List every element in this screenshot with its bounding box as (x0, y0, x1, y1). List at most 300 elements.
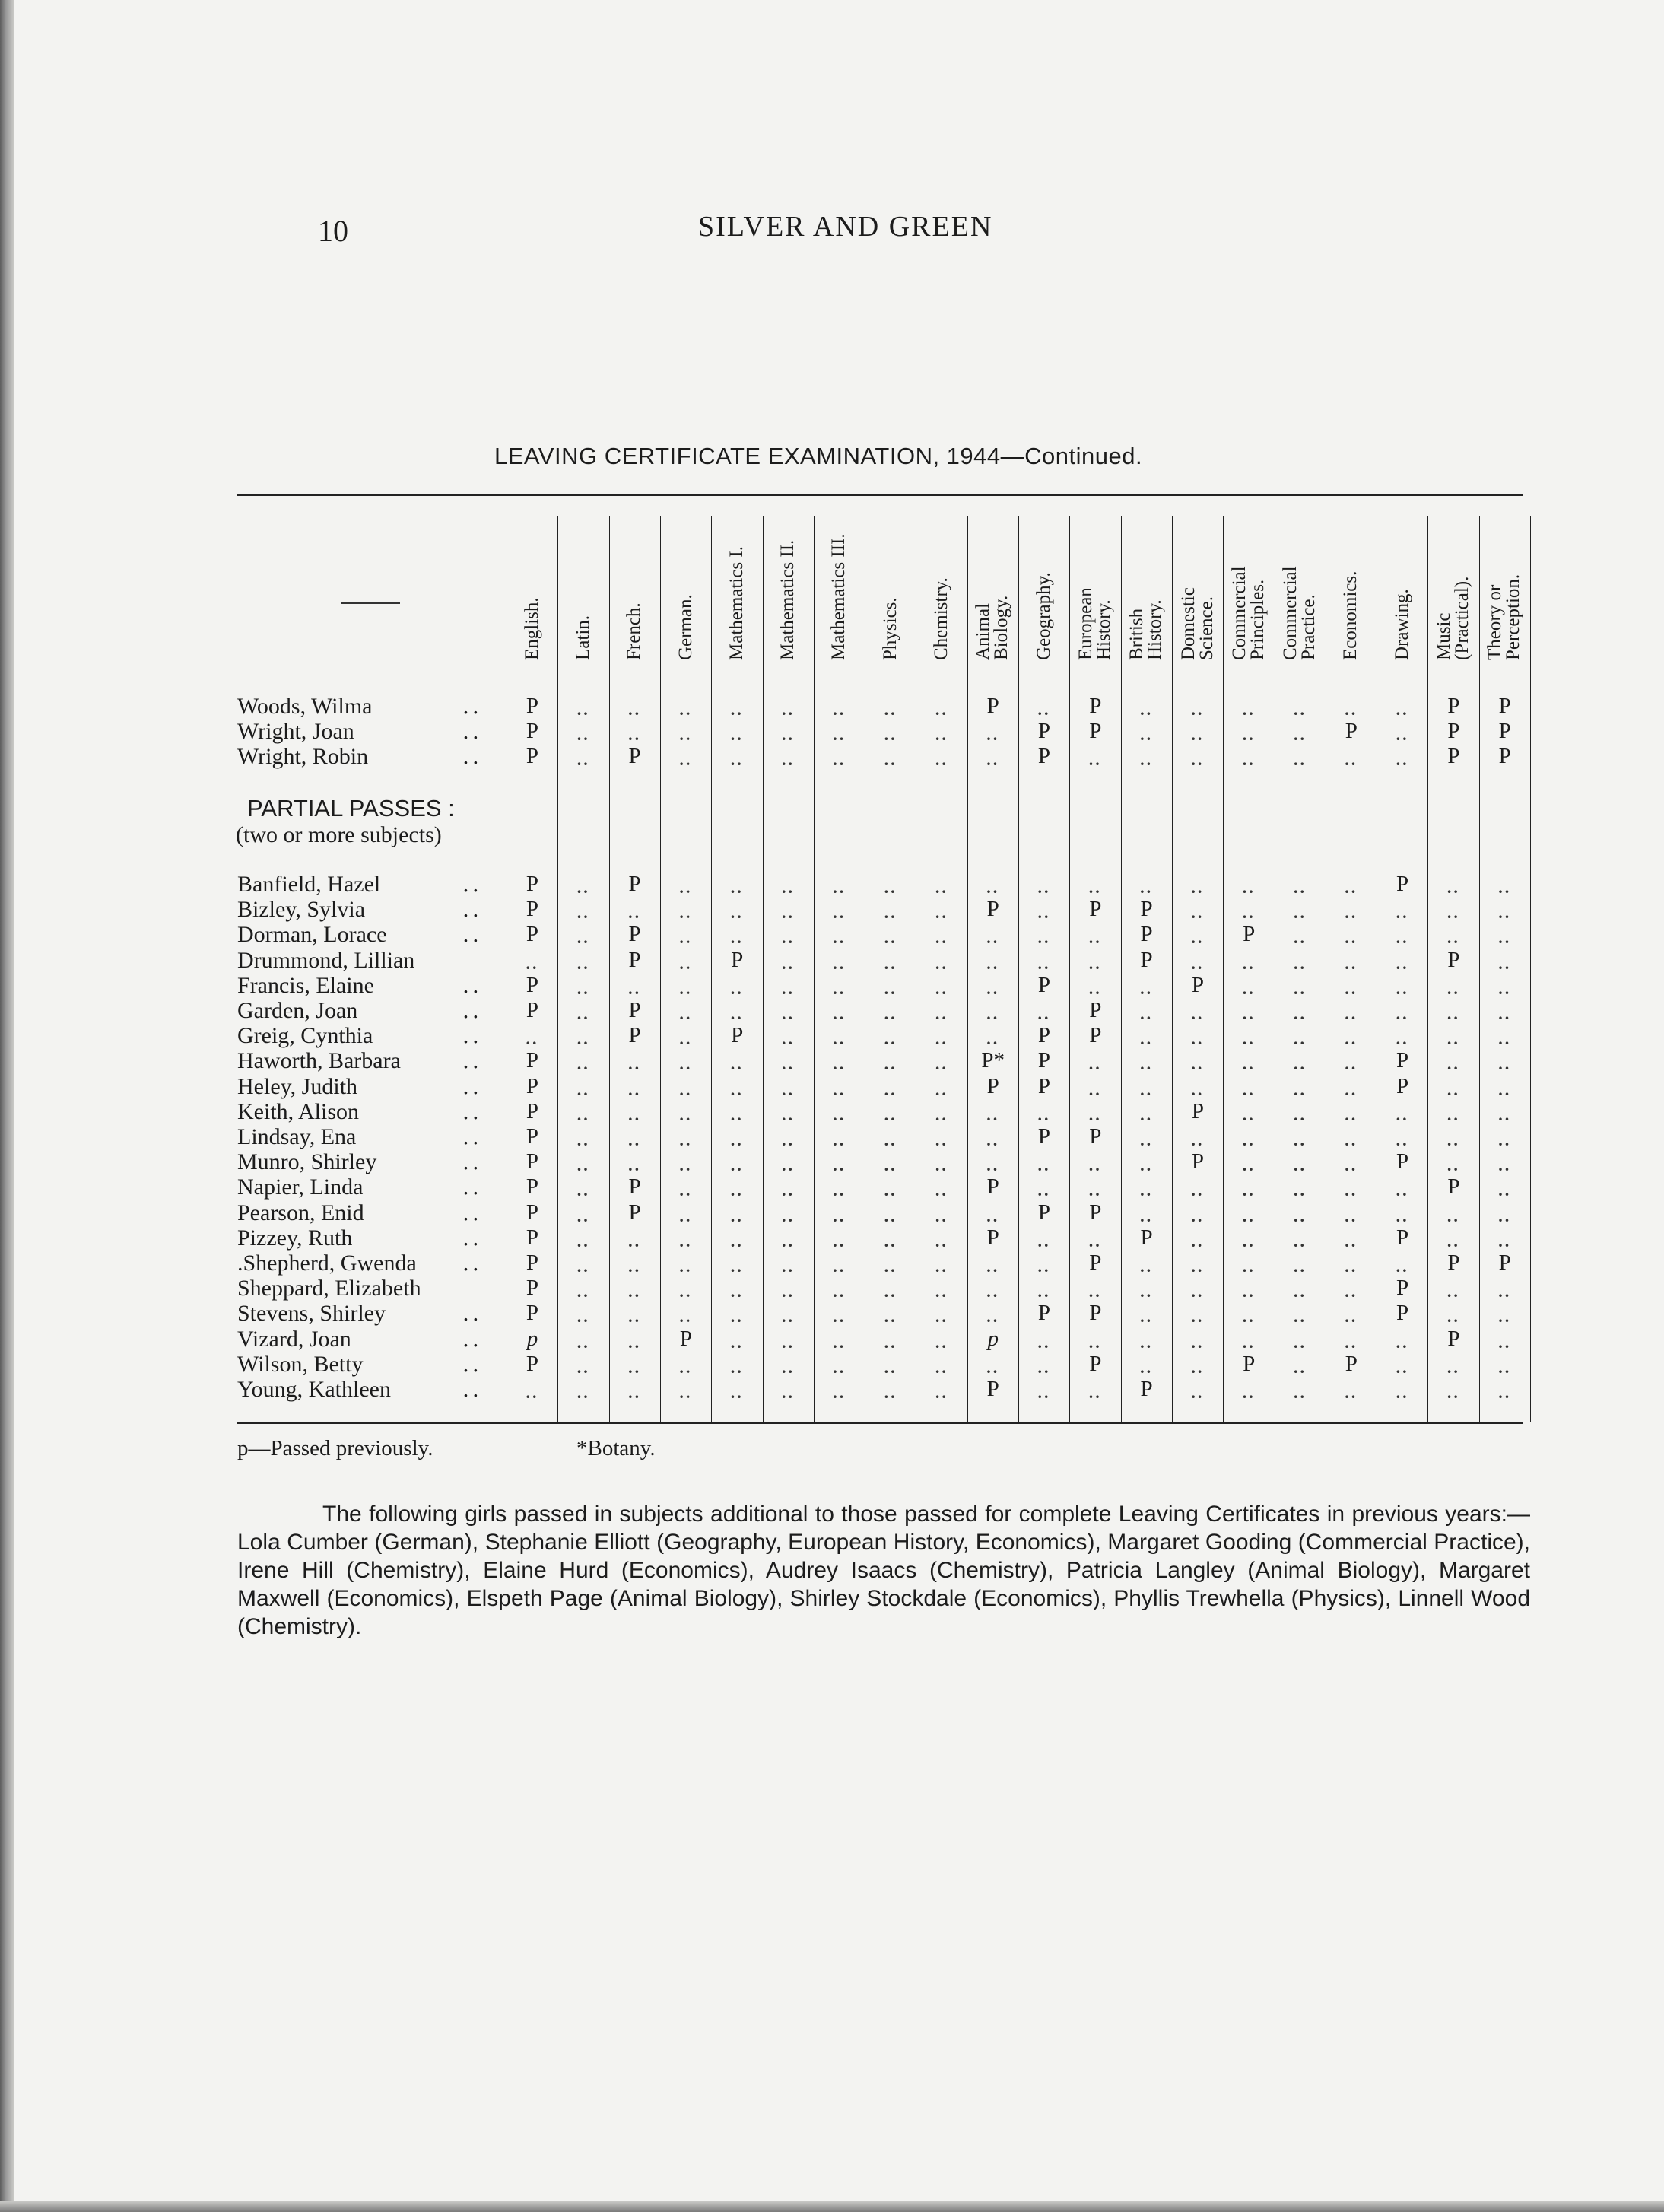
result-cell: .. (1345, 1307, 1358, 1327)
result-cell: .. (1140, 1079, 1154, 1099)
result-cell: P (1089, 897, 1102, 922)
result-cell: .. (1345, 1257, 1358, 1276)
result-cell: .. (1037, 928, 1051, 948)
result-cell: .. (1396, 1357, 1409, 1377)
result-cell: .. (782, 1079, 795, 1099)
column-header (1342, 432, 1360, 660)
result-cell: .. (1396, 700, 1409, 719)
result-cell: .. (1140, 1257, 1154, 1276)
result-cell: .. (1396, 928, 1409, 948)
result-cell: .. (1446, 1054, 1460, 1074)
result-cell: .. (576, 1079, 590, 1099)
result-cell: .. (782, 1332, 795, 1352)
result-cell: .. (1242, 725, 1256, 745)
leader-dots: .. (462, 872, 482, 897)
result-cell: P (1037, 719, 1051, 744)
partial-pass-student-name: Munro, Shirley (237, 1149, 377, 1175)
result-cell: .. (782, 1054, 795, 1074)
footnote-botany: *Botany. (576, 1436, 656, 1460)
partial-pass-student-name: Young, Kathleen (237, 1377, 391, 1402)
result-cell: .. (1242, 1257, 1256, 1276)
result-cell: .. (782, 1282, 795, 1301)
result-cell: P (731, 947, 744, 972)
column-divider (1172, 516, 1173, 1422)
result-cell: .. (679, 978, 693, 998)
result-cell: .. (1037, 1383, 1051, 1402)
result-cell: .. (833, 1231, 846, 1251)
result-cell: .. (730, 1231, 744, 1251)
partial-pass-student-name: Pizzey, Ruth (237, 1225, 353, 1251)
result-cell: .. (730, 1257, 744, 1276)
result-cell: .. (1498, 928, 1512, 948)
result-cell: .. (1140, 1357, 1154, 1377)
result-cell: .. (1294, 725, 1307, 745)
result-cell: .. (884, 1004, 897, 1023)
result-cell: .. (1446, 1079, 1460, 1099)
result-cell: .. (1242, 1004, 1256, 1023)
result-cell: .. (1498, 1383, 1512, 1402)
result-cell: P (1089, 1124, 1102, 1149)
result-cell: .. (1446, 1357, 1460, 1377)
result-cell: .. (782, 1104, 795, 1124)
result-cell: .. (935, 953, 948, 973)
leader-dots: .. (462, 1326, 482, 1352)
result-cell: .. (730, 1307, 744, 1327)
result-cell: .. (628, 1155, 642, 1175)
result-cell: .. (730, 978, 744, 998)
result-cell: .. (1140, 1004, 1154, 1023)
result-cell: .. (1345, 750, 1358, 770)
result-cell: .. (576, 953, 590, 973)
result-cell: .. (1140, 1181, 1154, 1200)
result-cell: P (526, 1351, 539, 1376)
result-cell: P (1396, 1149, 1409, 1174)
result-cell: .. (730, 1383, 744, 1402)
additional-passes-paragraph (237, 1500, 1530, 1641)
result-cell: .. (1498, 1155, 1512, 1175)
result-cell: .. (576, 750, 590, 770)
result-cell: .. (1345, 1231, 1358, 1251)
result-cell: .. (884, 700, 897, 719)
result-cell: P (628, 872, 641, 896)
result-cell: .. (1294, 1257, 1307, 1276)
partial-pass-student-name: Banfield, Hazel (237, 872, 381, 897)
result-cell: .. (1191, 1332, 1205, 1352)
result-cell: .. (1294, 1181, 1307, 1200)
result-cell: .. (1294, 978, 1307, 998)
result-cell: .. (1294, 1130, 1307, 1149)
result-cell: .. (935, 1029, 948, 1049)
result-cell: .. (1088, 1181, 1102, 1200)
result-cell: .. (1345, 1282, 1358, 1301)
result-cell: .. (782, 978, 795, 998)
result-cell: .. (1088, 953, 1102, 973)
result-cell: .. (1140, 725, 1154, 745)
partial-pass-student-name: Francis, Elaine (237, 972, 374, 998)
result-cell: P (1396, 872, 1409, 896)
result-cell: P (1498, 1251, 1511, 1275)
result-cell: .. (1140, 700, 1154, 719)
result-cell: P (526, 1174, 539, 1200)
result-cell: .. (1191, 1383, 1205, 1402)
result-cell: .. (576, 1181, 590, 1200)
result-cell: .. (884, 1029, 897, 1049)
result-cell: .. (576, 725, 590, 745)
result-cell: .. (576, 978, 590, 998)
result-cell: .. (1191, 1181, 1205, 1200)
result-cell: .. (679, 878, 693, 897)
result-cell: .. (1242, 1079, 1256, 1099)
result-cell: .. (833, 1282, 846, 1301)
result-cell: .. (730, 700, 744, 719)
result-cell: P (1396, 1225, 1409, 1250)
result-cell: .. (730, 878, 744, 897)
result-cell: .. (935, 1383, 948, 1402)
column-header-line: Biology. (991, 595, 1012, 660)
result-cell: .. (1037, 1282, 1051, 1301)
result-cell: .. (1345, 953, 1358, 973)
result-cell: P (1447, 744, 1460, 769)
result-cell: .. (782, 903, 795, 923)
result-cell: .. (1396, 1181, 1409, 1200)
result-cell: .. (730, 725, 744, 745)
result-cell: .. (730, 1357, 744, 1377)
result-cell: .. (1446, 1383, 1460, 1402)
partial-pass-student-name: Stevens, Shirley (237, 1301, 386, 1327)
column-header-line: French. (624, 602, 645, 660)
leader-dots: .. (462, 1225, 482, 1251)
result-cell: .. (1345, 1004, 1358, 1023)
result-cell: .. (1345, 1029, 1358, 1049)
result-cell: .. (679, 953, 693, 973)
result-cell: .. (833, 1054, 846, 1074)
result-cell: P (1140, 1377, 1153, 1401)
result-cell: P (628, 947, 641, 972)
result-cell: .. (1037, 1357, 1051, 1377)
result-cell: .. (935, 1079, 948, 1099)
result-cell: .. (1498, 1332, 1512, 1352)
result-cell: .. (679, 1307, 693, 1327)
result-cell: .. (576, 1332, 590, 1352)
result-cell: .. (1140, 878, 1154, 897)
column-divider (1121, 516, 1122, 1422)
result-cell: P (1037, 1048, 1051, 1073)
result-cell: P (628, 744, 641, 769)
result-cell: .. (833, 1104, 846, 1124)
result-cell: .. (1242, 1206, 1256, 1225)
result-cell: .. (833, 953, 846, 973)
result-cell: .. (1037, 953, 1051, 973)
column-header-line: Commercial (1280, 566, 1301, 660)
column-header (1228, 432, 1268, 660)
result-cell: .. (1191, 953, 1205, 973)
result-cell: .. (628, 978, 642, 998)
leader-dots: .. (462, 1301, 482, 1327)
result-cell: .. (833, 878, 846, 897)
result-cell: P (731, 1023, 744, 1048)
result-cell: .. (1345, 1383, 1358, 1402)
leader-dots: .. (462, 1200, 482, 1225)
result-cell: .. (679, 1004, 693, 1023)
result-cell: .. (679, 1357, 693, 1377)
leader-dots: .. (462, 1251, 482, 1276)
column-header-line: Chemistry. (931, 577, 952, 660)
result-cell: .. (1242, 750, 1256, 770)
result-cell: .. (1446, 1029, 1460, 1049)
column-header (1177, 432, 1217, 660)
result-cell: .. (1242, 1332, 1256, 1352)
page-bottom-edge (0, 2201, 1664, 2212)
result-cell: .. (1345, 1181, 1358, 1200)
result-cell: .. (1191, 1054, 1205, 1074)
result-cell: .. (1498, 1231, 1512, 1251)
column-header-line: Latin. (572, 615, 593, 660)
result-cell: .. (986, 1130, 1000, 1149)
result-cell: .. (1294, 953, 1307, 973)
result-cell: .. (730, 1282, 744, 1301)
column-divider (557, 516, 558, 1422)
partial-passes-subheading: (two or more subjects) (236, 822, 442, 847)
leader-dots: .. (462, 744, 482, 770)
result-cell: .. (833, 700, 846, 719)
result-cell: .. (576, 903, 590, 923)
result-cell: .. (884, 1104, 897, 1124)
result-cell: .. (1294, 1155, 1307, 1175)
result-cell: .. (935, 878, 948, 897)
result-cell: .. (833, 928, 846, 948)
result-cell: .. (1446, 1130, 1460, 1149)
result-cell: .. (576, 1206, 590, 1225)
column-header (1077, 432, 1113, 660)
result-cell: .. (782, 1130, 795, 1149)
result-cell: .. (935, 1282, 948, 1301)
result-cell: .. (986, 1004, 1000, 1023)
result-cell: .. (576, 700, 590, 719)
result-cell: .. (1088, 928, 1102, 948)
result-cell: .. (1088, 878, 1102, 897)
column-header (974, 432, 1011, 660)
column-header-line: (Practical). (1452, 576, 1473, 660)
result-cell: .. (935, 1155, 948, 1175)
partial-passes-heading: PARTIAL PASSES : (247, 795, 455, 822)
result-cell: .. (1446, 903, 1460, 923)
result-cell: .. (679, 1383, 693, 1402)
result-cell: P (628, 1174, 641, 1200)
result-cell: .. (782, 1231, 795, 1251)
result-cell: .. (1140, 750, 1154, 770)
result-cell: .. (782, 1155, 795, 1175)
result-cell: p (526, 1326, 538, 1351)
column-header-line: Physics. (879, 597, 900, 660)
result-cell: P* (981, 1048, 1005, 1073)
result-cell: .. (628, 1357, 642, 1377)
result-cell: .. (1242, 1130, 1256, 1149)
result-cell: P (1037, 1124, 1051, 1149)
result-cell: .. (782, 1383, 795, 1402)
leader-dots: .. (462, 719, 482, 745)
result-cell: .. (1396, 978, 1409, 998)
result-cell: .. (884, 1257, 897, 1276)
result-cell: .. (679, 750, 693, 770)
column-header (881, 432, 900, 660)
result-cell: .. (1037, 1257, 1051, 1276)
column-header-line: Principles. (1246, 579, 1268, 660)
result-cell: .. (782, 953, 795, 973)
result-cell: P (1037, 1301, 1051, 1326)
result-cell: .. (576, 1383, 590, 1402)
partial-pass-student-name: Haworth, Barbara (237, 1048, 401, 1074)
result-cell: .. (1242, 1155, 1256, 1175)
result-cell: .. (679, 1206, 693, 1225)
result-cell: .. (935, 1206, 948, 1225)
partial-pass-student-name: .Shepherd, Gwenda (237, 1251, 417, 1276)
result-cell: .. (1191, 1257, 1205, 1276)
result-cell: .. (935, 1307, 948, 1327)
result-cell: .. (1498, 1079, 1512, 1099)
result-cell: P (1037, 744, 1051, 769)
result-cell: .. (1396, 1332, 1409, 1352)
result-cell: .. (1242, 878, 1256, 897)
column-header-line: Music (1434, 612, 1455, 660)
result-cell: .. (1498, 953, 1512, 973)
result-cell: .. (1396, 953, 1409, 973)
result-cell: .. (730, 1079, 744, 1099)
result-cell: .. (1242, 1181, 1256, 1200)
full-pass-student-name: Woods, Wilma (237, 694, 373, 719)
column-divider (1018, 516, 1019, 1422)
result-cell: .. (935, 903, 948, 923)
result-cell: .. (1242, 1282, 1256, 1301)
result-cell: P (986, 1225, 999, 1250)
result-cell: .. (884, 725, 897, 745)
result-cell: .. (1294, 903, 1307, 923)
result-cell: .. (576, 1155, 590, 1175)
result-cell: P (1396, 1048, 1409, 1073)
result-cell: .. (1242, 1104, 1256, 1124)
result-cell: .. (1396, 750, 1409, 770)
result-cell: .. (833, 1332, 846, 1352)
result-cell: .. (1140, 1332, 1154, 1352)
result-cell: .. (1446, 878, 1460, 897)
result-cell: .. (884, 878, 897, 897)
result-cell: .. (884, 1130, 897, 1149)
result-cell: .. (935, 1004, 948, 1023)
column-header (1128, 432, 1164, 660)
result-cell: P (628, 1023, 641, 1048)
result-cell: .. (1191, 1079, 1205, 1099)
result-cell: .. (833, 1155, 846, 1175)
result-cell: .. (1088, 1155, 1102, 1175)
result-cell: .. (1140, 1155, 1154, 1175)
result-cell: .. (679, 1054, 693, 1074)
result-cell: .. (576, 1029, 590, 1049)
result-cell: P (986, 1073, 999, 1098)
result-cell: .. (576, 1104, 590, 1124)
result-cell: P (1243, 922, 1256, 947)
result-cell: .. (1498, 878, 1512, 897)
result-cell: .. (986, 1104, 1000, 1124)
result-cell: .. (884, 1282, 897, 1301)
column-header-line: Science. (1196, 596, 1217, 660)
result-cell: .. (1294, 1383, 1307, 1402)
result-cell: .. (1294, 1307, 1307, 1327)
result-cell: .. (730, 1054, 744, 1074)
leader-dots: .. (462, 1174, 482, 1200)
result-cell: .. (1191, 903, 1205, 923)
result-cell: .. (1191, 928, 1205, 948)
result-cell: .. (833, 750, 846, 770)
result-cell: .. (1294, 1054, 1307, 1074)
result-cell: .. (730, 1130, 744, 1149)
result-cell: P (1191, 1149, 1204, 1174)
result-cell: P (1396, 1073, 1409, 1098)
result-cell: .. (833, 725, 846, 745)
result-cell: .. (1345, 928, 1358, 948)
result-cell: .. (1294, 1332, 1307, 1352)
partial-pass-student-name: Napier, Linda (237, 1174, 364, 1200)
result-cell: .. (730, 1104, 744, 1124)
footnote-passed-previously: p—Passed previously. (237, 1436, 433, 1460)
result-cell: P (1037, 972, 1051, 997)
result-cell: .. (1396, 1206, 1409, 1225)
result-cell: .. (576, 1054, 590, 1074)
result-cell: P (1447, 719, 1460, 744)
result-cell: .. (1242, 700, 1256, 719)
column-divider (967, 516, 968, 1422)
result-cell: P (1396, 1301, 1409, 1326)
result-cell: P (1447, 694, 1460, 718)
result-cell: .. (1446, 1004, 1460, 1023)
result-cell: .. (884, 1155, 897, 1175)
result-cell: .. (628, 1307, 642, 1327)
result-cell: .. (576, 1282, 590, 1301)
result-cell: .. (935, 978, 948, 998)
result-cell: P (986, 1174, 999, 1200)
result-cell: .. (1191, 1282, 1205, 1301)
result-cell: P (526, 872, 539, 896)
result-cell: .. (1345, 1079, 1358, 1099)
column-divider (814, 516, 815, 1422)
result-cell: .. (1191, 700, 1205, 719)
result-cell: .. (679, 1029, 693, 1049)
result-cell: P (1140, 947, 1153, 972)
result-cell: P (679, 1326, 692, 1351)
result-cell: .. (884, 1206, 897, 1225)
result-cell: .. (1191, 1130, 1205, 1149)
result-cell: .. (679, 1130, 693, 1149)
result-cell: P (1140, 897, 1153, 922)
result-cell: .. (576, 1130, 590, 1149)
partial-pass-student-name: Garden, Joan (237, 998, 358, 1023)
result-cell: .. (1088, 1282, 1102, 1301)
result-cell: .. (986, 978, 1000, 998)
result-cell: .. (576, 928, 590, 948)
result-cell: .. (782, 1029, 795, 1049)
result-cell: P (526, 897, 539, 922)
result-cell: P (526, 1251, 539, 1275)
result-cell: .. (730, 1206, 744, 1225)
result-cell: .. (884, 1079, 897, 1099)
leader-dots: .. (462, 922, 482, 948)
result-cell: .. (935, 1231, 948, 1251)
full-pass-student-name: Wright, Robin (237, 744, 369, 770)
result-cell: .. (1140, 1130, 1154, 1149)
result-cell: .. (1446, 1231, 1460, 1251)
result-cell: .. (628, 1383, 642, 1402)
column-header-line: Domestic (1177, 587, 1199, 660)
result-cell: .. (628, 903, 642, 923)
leader-dots: .. (462, 897, 482, 923)
